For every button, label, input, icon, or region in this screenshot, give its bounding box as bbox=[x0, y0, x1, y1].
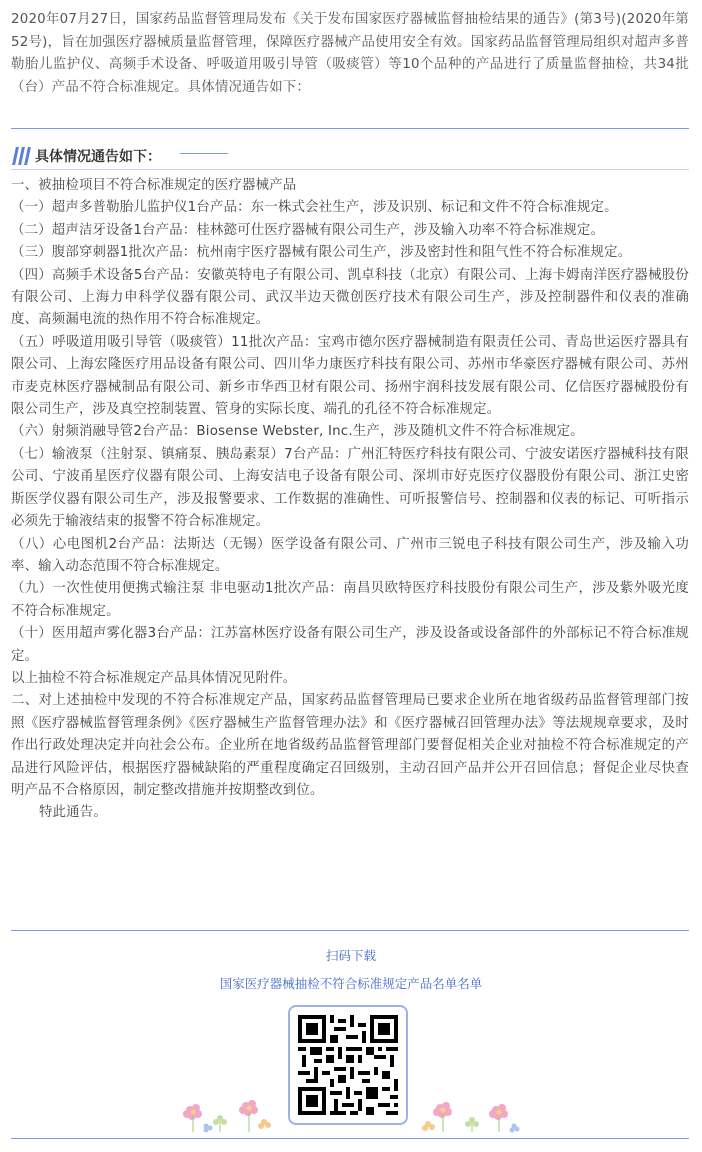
paragraph: （三）腹部穿刺器1批次产品：杭州南宇医疗器械有限公司生产，涉及密封性和阻气性不符合标准规定。 bbox=[11, 245, 632, 261]
intro-paragraph: 2020年07月27日，国家药品监督管理局发布《关于发布国家医疗器械监督抽检结果的通告》(第3号)(2020年第52号)，旨在加强医疗器械质量监督管理，保障医疗器械产品使用安全有效。国家药品监督管理局组织对超声多普勒胎儿监护仪、高频手术设备、呼吸道用吸引导管（吸痰管）等10个品种的产品进行了质量监督抽检，共34批（台）产品不符合标准规定。具体情况通告如下： bbox=[11, 12, 689, 95]
paragraph: （一）超声多普勒胎儿监护仪1台产品：东一株式会社生产，涉及识别、标记和文件不符合标准规定。 bbox=[11, 200, 618, 216]
paragraph: （六）射频消融导管2台产品：Biosense Webster, Inc.生产，涉及随机文件不符合标准规定。 bbox=[11, 424, 584, 440]
divider-top bbox=[11, 128, 689, 129]
section-title: 具体情况通告如下： bbox=[35, 149, 161, 165]
divider-bottom bbox=[11, 930, 689, 931]
paragraph: 二、对上述抽检中发现的不符合标准规定产品，国家药品监督管理局已要求企业所在地省级药品监督管理部门按照《医疗器械监督管理条例》《医疗器械生产监督管理办法》和《医疗器械召回管理办法》等法规规章要求，及时作出行政处理决定并向社会公布。企业所在地省级药品监督管理部门要督促相关企业对抽检不符合标准规定的产品进行风险评估，根据医疗器械缺陷的严重程度确定召回级别，主动召回产品并公开召回信息；督促企业尽快查明产品不合格原因，制定整改措施并按期整改到位。 bbox=[11, 693, 689, 798]
closing-text: 特此通告。 bbox=[39, 805, 107, 821]
divider-section bbox=[11, 169, 689, 170]
qr-code-icon bbox=[298, 1015, 398, 1115]
paragraph: （十）医用超声雾化器3台产品：江苏富林医疗设备有限公司生产，涉及设备或设备部件的外部标记不符合标准规定。 bbox=[11, 626, 689, 664]
paragraph: （八）心电图机2台产品：法斯达（无锡）医学设备有限公司、广州市三锐电子科技有限公司生产，涉及输入功率、输入动态范围不符合标准规定。 bbox=[11, 536, 689, 574]
section-bars-icon bbox=[14, 147, 29, 165]
flower-decoration-icon bbox=[176, 1098, 276, 1134]
paragraph: （四）高频手术设备5台产品：安徽英特电子有限公司、凯卓科技（北京）有限公司、上海卡姆南洋医疗器械股份有限公司、上海力申科学仪器有限公司、武汉半边天微创医疗技术有限公司生产，涉及控制器件和仪表的准确度、高频漏电流的热作用不符合标准规定。 bbox=[11, 267, 689, 328]
paragraph: 以上抽检不符合标准规定产品具体情况见附件。 bbox=[11, 670, 297, 686]
paragraph: （五）呼吸道用吸引导管（吸痰管）11批次产品：宝鸡市德尔医疗器械制造有限责任公司、青岛世运医疗器具有限公司、上海宏隆医疗用品设备有限公司、四川华力康医疗科技有限公司、苏州市华豪医疗器械有限公司、苏州市麦克林医疗器械制品有限公司、新乡市华西卫材有限公司、扬州宇润科技发展有限公司、亿信医疗器械股份有限公司生产，涉及真空控制装置、管身的实际长度、端孔的孔径不符合标准规定。 bbox=[11, 334, 689, 418]
article-body bbox=[11, 175, 689, 825]
section-title-underline bbox=[180, 153, 228, 154]
flower-decoration-icon bbox=[420, 1098, 520, 1134]
download-list-title[interactable]: 国家医疗器械抽检不符合标准规定产品名单名单 bbox=[219, 976, 483, 991]
download-footer bbox=[0, 940, 702, 994]
qr-code-frame[interactable] bbox=[288, 1005, 408, 1125]
paragraph: （九）一次性使用便携式输注泵 非电驱动1批次产品：南昌贝欧特医疗科技股份有限公司生产，涉及紫外吸光度不符合标准规定。 bbox=[11, 581, 689, 619]
divider-footer bbox=[11, 1138, 689, 1139]
scan-label: 扫码下载 bbox=[325, 948, 376, 963]
paragraph: 一、被抽检项目不符合标准规定的医疗器械产品 bbox=[11, 178, 297, 193]
section-heading bbox=[14, 144, 161, 168]
paragraph: （七）输液泵（注射泵、镇痛泵、胰岛素泵）7台产品：广州汇特医疗科技有限公司、宁波安诺医疗器械科技有限公司、宁波甬星医疗仪器有限公司、上海安洁电子设备有限公司、深圳市好克医疗仪器股份有限公司、浙江史密斯医学仪器有限公司生产，涉及报警要求、工作数据的准确性、可听报警信号、控制器和仪表的标记、可听指示必须先于输液结束的报警不符合标准规定。 bbox=[11, 446, 689, 530]
paragraph: （二）超声洁牙设备1台产品：桂林懿可仕医疗器械有限公司生产，涉及输入功率不符合标准规定。 bbox=[11, 222, 605, 238]
